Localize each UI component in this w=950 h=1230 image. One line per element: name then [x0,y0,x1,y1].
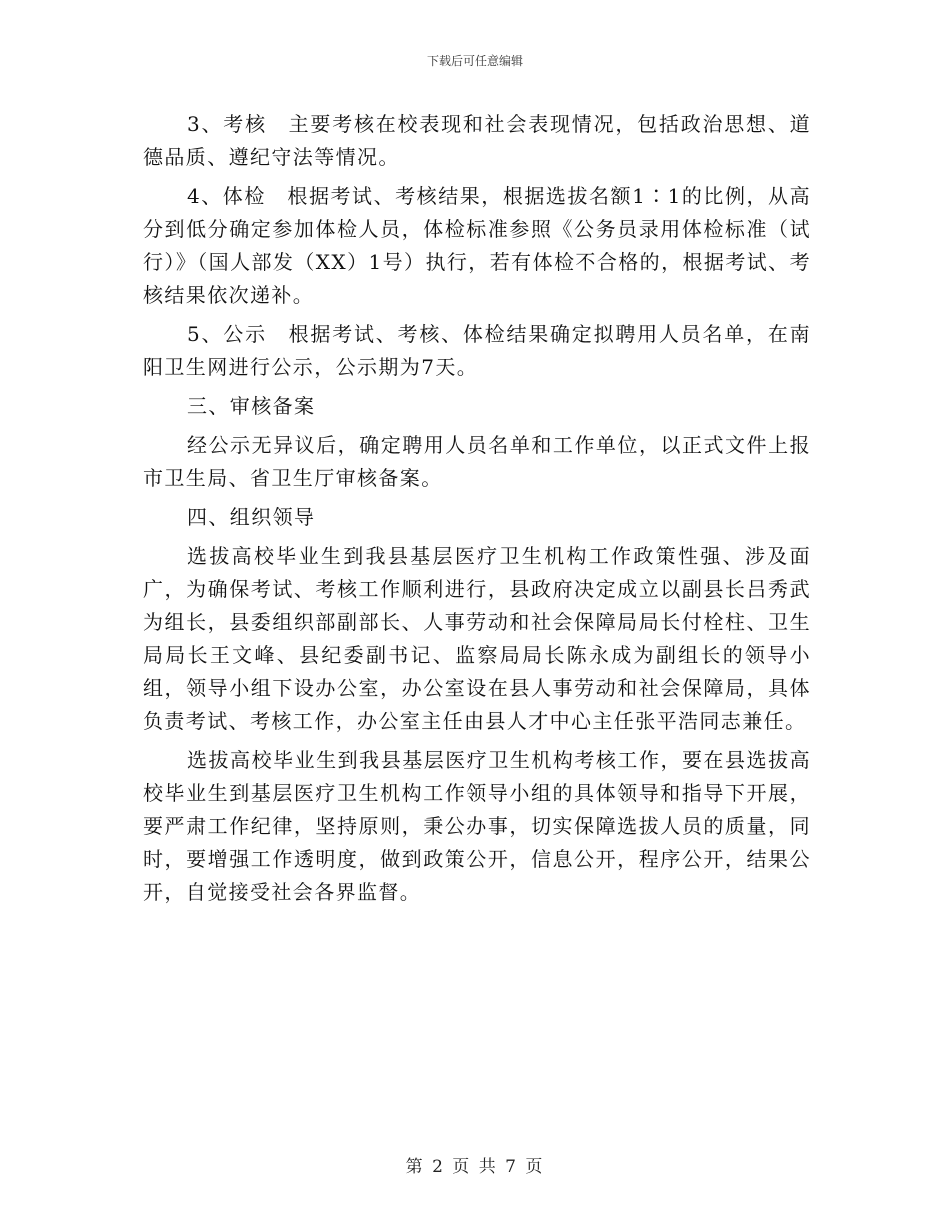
paragraph-publicity: 5、公示 根据考试、考核、体检结果确定拟聘用人员名单，在南阳卫生网进行公示，公示期为7天。 [143,322,811,379]
page-number: 第 2 页 共 7 页 [405,1157,545,1177]
paragraph-review: 经公示无异议后，确定聘用人员名单和工作单位，以正式文件上报市卫生局、省卫生厅审核备案。 [143,433,811,490]
page-header: 下载后可任意编辑 [426,54,523,68]
paragraph-physical-exam: 4、体检 根据考试、考核结果，根据选拔名额1∶1的比例，从高分到低分确定参加体检人员，体检标准参照《公务员录用体检标准（试行）》（国人部发（XX）1号）执行，若有体检不合格的，根据考试、考核结果依次递补。 [143,184,811,307]
document-body [143,108,811,915]
paragraph-supervision: 选拔高校毕业生到我县基层医疗卫生机构考核工作，要在县选拔高校毕业生到基层医疗卫生机构工作领导小组的具体领导和指导下开展，要严肃工作纪律，坚持原则，秉公办事，切实保障选拔人员的质量，同时，要增强工作透明度，做到政策公开，信息公开，程序公开，结果公开，自觉接受社会各界监督。 [143,748,811,904]
section-heading-leadership: 四、组织领导 [187,505,316,529]
paragraph-leadership: 选拔高校毕业生到我县基层医疗卫生机构工作政策性强、涉及面广，为确保考试、考核工作顺利进行，县政府决定成立以副县长吕秀武为组长，县委组织部副部长、人事劳动和社会保障局局长付栓柱、卫生局局长王文峰、县纪委副书记、监察局局长陈永成为副组长的领导小组，领导小组下设办公室，办公室设在县人事劳动和社会保障局，具体负责考试、考核工作，办公室主任由县人才中心主任张平浩同志兼任。 [143,544,811,733]
paragraph-assessment: 3、考核 主要考核在校表现和社会表现情况，包括政治思想、道德品质、遵纪守法等情况。 [143,112,811,169]
section-heading-review: 三、审核备案 [187,394,316,418]
